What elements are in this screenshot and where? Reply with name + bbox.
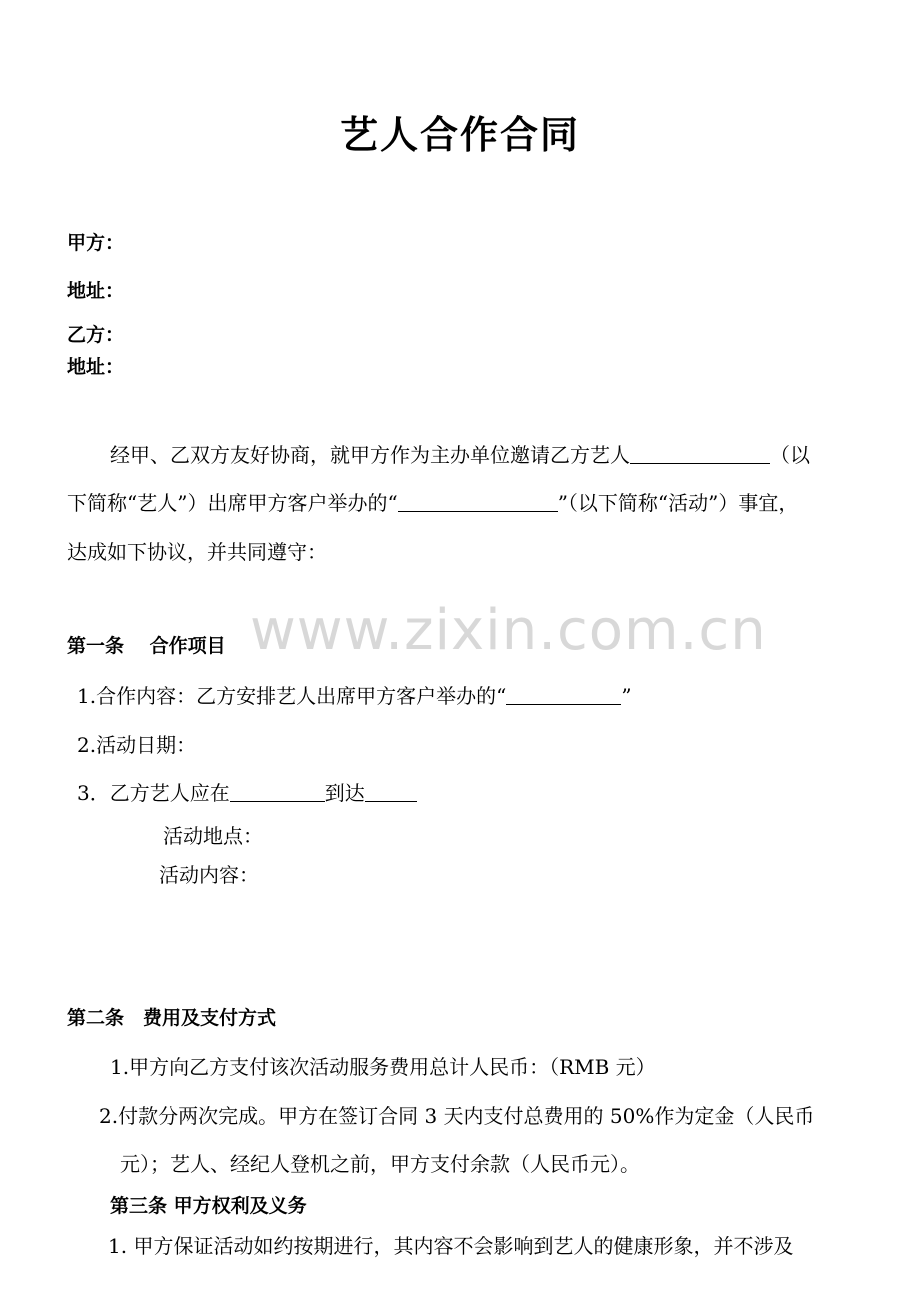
party-b-label: 乙方： [67, 324, 125, 346]
article-2-item-2-line-1: 2.付款分两次完成。甲方在签订合同 3 天内支付总费用的 50%作为定金（人民币 [99, 1104, 815, 1128]
article-1-item-3-text-a: 3．乙方艺人应在 [77, 781, 230, 805]
event-content-blank[interactable] [506, 686, 621, 705]
intro-line-3: 达成如下协议，并共同遵守： [67, 540, 327, 564]
article-1-item-1 [77, 680, 632, 709]
arrival-time-blank[interactable] [230, 783, 325, 802]
intro-text-1a: 经甲、乙双方友好协商，就甲方作为主办单位邀请乙方艺人 [110, 443, 630, 467]
address-b-label: 地址： [67, 356, 125, 378]
intro-text-1b: （以 [770, 443, 810, 467]
intro-line-2 [67, 487, 798, 516]
article-2-item-2-line-2: 元）；艺人、经纪人登机之前，甲方支付余款（人民币元）。 [120, 1152, 640, 1176]
article-1-item-1-text: 1.合作内容：乙方安排艺人出席甲方客户举办的“ [77, 684, 507, 708]
article-1-item-3-text-b: 到达 [324, 781, 365, 805]
event-location-label: 活动地点： [163, 824, 263, 848]
article-3-heading: 第三条 甲方权利及义务 [110, 1195, 307, 1217]
address-a-label: 地址： [67, 280, 125, 302]
intro-text-2b: ”（以下简称“活动”）事宜， [557, 491, 799, 515]
article-1-item-1-end: ” [621, 684, 632, 708]
event-name-blank[interactable] [398, 493, 558, 512]
intro-line-1 [110, 439, 810, 468]
watermark: www.zixin.com.cn [250, 598, 767, 663]
artist-name-blank[interactable] [630, 445, 770, 464]
article-2-item-1: 1.甲方向乙方支付该次活动服务费用总计人民币：（RMB 元） [110, 1055, 656, 1079]
article-1-item-2: 2.活动日期： [77, 733, 197, 757]
article-3-item-1: 1. 甲方保证活动如约按期进行，其内容不会影响到艺人的健康形象，并不涉及 [108, 1234, 794, 1258]
party-a-label: 甲方： [67, 232, 125, 254]
intro-text-2a: 下简称“艺人”）出席甲方客户举办的“ [67, 491, 398, 515]
article-2-heading: 第二条 费用及支付方式 [67, 1007, 277, 1029]
article-1-heading: 第一条 合作项目 [67, 635, 226, 657]
event-content-label: 活动内容： [159, 863, 259, 887]
document-title: 艺人合作合同 [339, 113, 580, 157]
arrival-place-blank[interactable] [365, 783, 417, 802]
article-1-item-3 [77, 777, 417, 806]
